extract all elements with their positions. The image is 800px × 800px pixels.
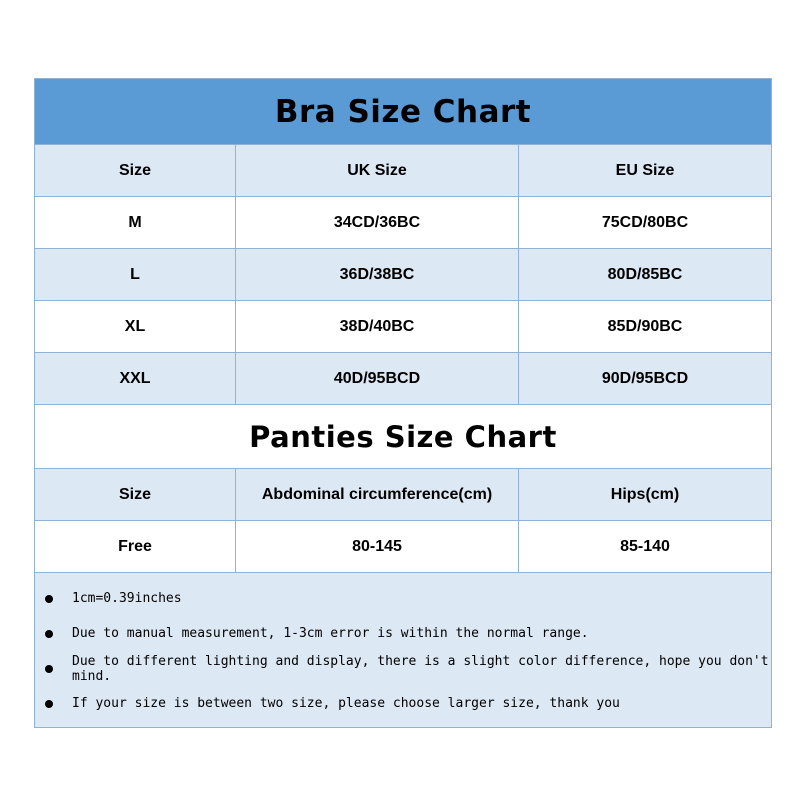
hips-cell: 85-140 bbox=[620, 537, 670, 555]
note-text: Due to manual measurement, 1-3cm error is within the normal range. bbox=[72, 626, 589, 641]
uk-size-cell: 36D/38BC bbox=[236, 249, 519, 300]
note-text: 1cm=0.39inches bbox=[72, 591, 182, 606]
eu-size-cell: 85D/90BC bbox=[607, 317, 683, 335]
header-cell-size: Size bbox=[35, 145, 236, 196]
header-cell-eu-size: EU Size bbox=[615, 161, 675, 179]
table-row bbox=[35, 301, 771, 353]
list-item bbox=[35, 651, 771, 686]
header-cell-hips: Hips(cm) bbox=[610, 485, 680, 503]
table-row bbox=[35, 197, 771, 249]
header-cell-uk-size: UK Size bbox=[236, 145, 519, 196]
list-item bbox=[35, 616, 771, 651]
eu-size-cell: 90D/95BCD bbox=[601, 369, 689, 387]
uk-size-cell: 34CD/36BC bbox=[236, 197, 519, 248]
size-cell: L bbox=[35, 249, 236, 300]
bullet-icon bbox=[45, 665, 53, 673]
panties-header-row bbox=[35, 469, 771, 521]
abdominal-cell: 80-145 bbox=[236, 521, 519, 572]
eu-size-cell: 80D/85BC bbox=[607, 265, 683, 283]
size-chart-table bbox=[34, 78, 772, 728]
uk-size-cell: 38D/40BC bbox=[236, 301, 519, 352]
size-cell: M bbox=[35, 197, 236, 248]
bullet-icon bbox=[45, 700, 53, 708]
header-cell-size: Size bbox=[35, 469, 236, 520]
note-text: If your size is between two size, please choose larger size, thank you bbox=[72, 696, 620, 711]
uk-size-cell: 40D/95BCD bbox=[236, 353, 519, 404]
bra-header-row bbox=[35, 145, 771, 197]
eu-size-cell: 75CD/80BC bbox=[601, 213, 689, 231]
size-cell: Free bbox=[35, 521, 236, 572]
table-row bbox=[35, 249, 771, 301]
bullet-icon bbox=[45, 630, 53, 638]
table-row bbox=[35, 521, 771, 573]
bullet-icon bbox=[45, 595, 53, 603]
notes-list bbox=[35, 573, 771, 727]
table-row bbox=[35, 353, 771, 405]
header-cell-abdominal: Abdominal circumference(cm) bbox=[236, 469, 519, 520]
size-cell: XXL bbox=[35, 353, 236, 404]
panties-chart-title: Panties Size Chart bbox=[35, 405, 771, 469]
note-text: Due to different lighting and display, there is a slight color difference, hope you don't mind. bbox=[72, 653, 769, 684]
list-item bbox=[35, 581, 771, 616]
bra-chart-title: Bra Size Chart bbox=[35, 79, 771, 145]
size-cell: XL bbox=[35, 301, 236, 352]
list-item bbox=[35, 686, 771, 721]
